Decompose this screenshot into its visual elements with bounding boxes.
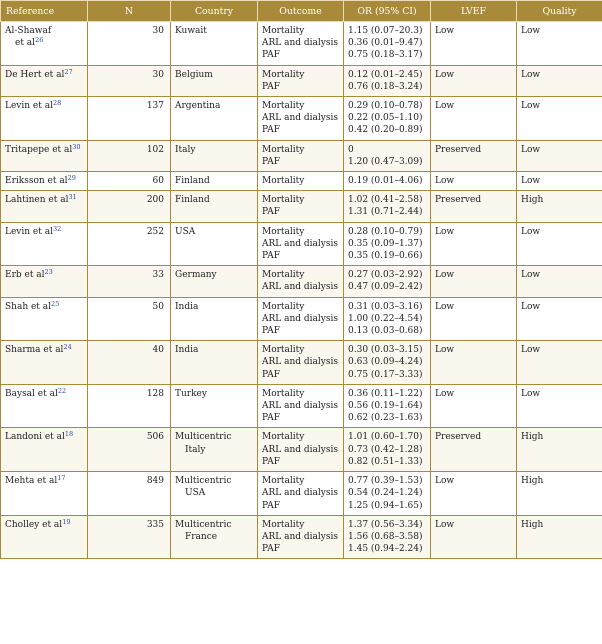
- header-or: OR (95% CI): [344, 1, 431, 22]
- cell-n: 128: [88, 384, 171, 428]
- cell-reference: [1, 172, 88, 191]
- cell-country-line: Belgium: [175, 69, 213, 80]
- cell-country-line: Italy: [185, 444, 206, 455]
- reference-text: [5, 226, 83, 238]
- table-row: [1, 140, 602, 171]
- cell-country: [171, 472, 258, 516]
- cell-n: 506: [88, 428, 171, 472]
- cell-or-line: 0.22 (0.05–1.10): [348, 113, 423, 124]
- cell-or: [344, 191, 431, 222]
- cell-or-line: 0.28 (0.10–0.79): [348, 226, 423, 237]
- cell-outcome: [258, 65, 344, 96]
- cell-outcome-line: Mortality: [262, 519, 305, 530]
- cell-or: [344, 22, 431, 66]
- cell-reference: [1, 266, 88, 297]
- cell-or: [344, 266, 431, 297]
- cell-or: [344, 222, 431, 266]
- cell-or-line: 0.76 (0.18–3.24): [348, 81, 423, 92]
- cell-lvef: Preserved: [431, 140, 517, 171]
- cell-lvef: Low: [431, 515, 517, 559]
- reference-name: Mehta et al: [5, 476, 58, 487]
- citation-number[interactable]: 17: [57, 474, 66, 483]
- reference-name: Shah et al: [5, 301, 52, 312]
- cell-or: [344, 341, 431, 385]
- reference-text: [5, 475, 83, 487]
- table-row: [1, 266, 602, 297]
- cell-outcome-line: ARL and dialysis: [262, 357, 338, 368]
- cell-country: [171, 97, 258, 141]
- table-row: [1, 22, 602, 66]
- cell-or-line: 1.45 (0.94–2.24): [348, 544, 423, 555]
- cell-outcome-line: Mortality: [262, 26, 305, 36]
- table-row: [1, 472, 602, 516]
- cell-lvef: Preserved: [431, 191, 517, 222]
- reference-text: [5, 388, 83, 400]
- cell-or-line: 0.54 (0.24–1.24): [348, 488, 423, 499]
- cell-outcome-line: Mortality: [262, 345, 305, 356]
- cell-outcome: [258, 384, 344, 428]
- cell-country: [171, 266, 258, 297]
- table-row: [1, 297, 602, 341]
- cell-outcome: [258, 341, 344, 385]
- cell-or: [344, 472, 431, 516]
- cell-outcome-line: Mortality: [262, 69, 305, 80]
- citation-number[interactable]: 25: [51, 299, 60, 308]
- cell-lvef: Low: [431, 384, 517, 428]
- cell-outcome-line: PAF: [262, 326, 280, 337]
- cell-quality: Low: [517, 384, 602, 428]
- citation-number[interactable]: 23: [44, 268, 53, 277]
- cell-or-line: 0.12 (0.01–2.45): [348, 69, 423, 80]
- reference-name: Baysal et al: [5, 388, 58, 399]
- cell-or-line: 0.30 (0.03–3.15): [348, 345, 423, 356]
- cell-country: [171, 140, 258, 171]
- cell-country: [171, 191, 258, 222]
- table-row: [1, 428, 602, 472]
- cell-country-line: Finland: [175, 176, 210, 187]
- reference-text: [5, 301, 83, 313]
- cell-reference: [1, 140, 88, 171]
- cell-reference: [1, 384, 88, 428]
- reference-text: [5, 144, 83, 156]
- cell-country: [171, 384, 258, 428]
- cell-outcome-line: PAF: [262, 207, 280, 218]
- cell-or-line: 0.56 (0.19–1.64): [348, 401, 423, 412]
- cell-n: 252: [88, 222, 171, 266]
- cell-outcome-line: Mortality: [262, 195, 305, 206]
- cell-quality: High: [517, 428, 602, 472]
- cell-or-line: 0.63 (0.09–4.24): [348, 357, 423, 368]
- reference-name: Landoni et al: [5, 432, 65, 443]
- cell-country-line: Finland: [175, 195, 210, 206]
- cell-quality: Low: [517, 341, 602, 385]
- reference-name: De Hert et al: [5, 69, 65, 80]
- cell-lvef: Low: [431, 266, 517, 297]
- cell-or-line: 0.27 (0.03–2.92): [348, 270, 423, 281]
- cell-country-line: USA: [185, 488, 206, 499]
- cell-outcome-line: ARL and dialysis: [262, 38, 338, 49]
- table-body: [1, 22, 602, 559]
- reference-name: Tritapepe et al: [5, 144, 73, 155]
- cell-lvef: Low: [431, 222, 517, 266]
- cell-country: [171, 65, 258, 96]
- cell-country-line: Germany: [175, 270, 217, 281]
- table-row: [1, 172, 602, 191]
- cell-outcome-line: Mortality: [262, 101, 305, 112]
- cell-quality: Low: [517, 22, 602, 66]
- table-row: [1, 65, 602, 96]
- cell-outcome-line: Mortality: [262, 301, 305, 312]
- cell-outcome-line: ARL and dialysis: [262, 238, 338, 249]
- cell-outcome-line: PAF: [262, 125, 280, 136]
- cell-or-line: 0: [348, 144, 354, 155]
- citation-number[interactable]: 24: [63, 343, 72, 352]
- cell-lvef: Low: [431, 341, 517, 385]
- citation-number[interactable]: 28: [52, 99, 62, 108]
- reference-text: [5, 175, 83, 187]
- cell-or-line: 1.01 (0.60–1.70): [348, 432, 423, 443]
- cell-or-line: 0.36 (0.01–9.47): [348, 38, 423, 49]
- cell-lvef: Low: [431, 472, 517, 516]
- cell-quality: Low: [517, 140, 602, 171]
- cell-outcome-line: PAF: [262, 369, 280, 380]
- cell-or-line: 0.47 (0.09–2.42): [348, 282, 423, 293]
- cell-outcome-line: Mortality: [262, 476, 305, 487]
- reference-name: Levin et al: [5, 226, 53, 237]
- cell-or: [344, 384, 431, 428]
- cell-reference: [1, 97, 88, 141]
- cell-reference: [1, 341, 88, 385]
- cell-or-line: 0.13 (0.03–0.68): [348, 326, 423, 337]
- cell-outcome-line: Mortality: [262, 144, 305, 155]
- reference-text: [5, 100, 83, 112]
- cell-country: [171, 172, 258, 191]
- cell-country-line: France: [185, 531, 218, 542]
- cell-country-line: India: [175, 345, 199, 356]
- citation-number[interactable]: 30: [72, 142, 81, 151]
- cell-quality: High: [517, 191, 602, 222]
- cell-or-line: 0.19 (0.01–4.06): [348, 176, 423, 187]
- reference-name: Sharma et al: [5, 345, 64, 356]
- cell-lvef: Low: [431, 297, 517, 341]
- cell-outcome-line: Mortality: [262, 388, 305, 399]
- cell-quality: Low: [517, 222, 602, 266]
- cell-country-line: Multicentric: [175, 432, 232, 443]
- cell-country: [171, 341, 258, 385]
- citation-number[interactable]: 22: [57, 386, 67, 395]
- table-row: [1, 384, 602, 428]
- cell-or-line: 1.56 (0.68–3.58): [348, 531, 423, 542]
- cell-country: [171, 297, 258, 341]
- cell-outcome-line: ARL and dialysis: [262, 401, 338, 412]
- reference-text: [5, 37, 83, 49]
- cell-outcome-line: ARL and dialysis: [262, 444, 338, 455]
- cell-n: 30: [88, 22, 171, 66]
- cell-reference: [1, 515, 88, 559]
- cell-n: 60: [88, 172, 171, 191]
- cell-country-line: Multicentric: [175, 476, 232, 487]
- cell-outcome: [258, 297, 344, 341]
- header-lvef: LVEF: [431, 1, 517, 22]
- cell-reference: [1, 191, 88, 222]
- cell-n: 102: [88, 140, 171, 171]
- reference-name: Erb et al: [5, 270, 45, 281]
- cell-n: 849: [88, 472, 171, 516]
- reference-text: [5, 69, 83, 81]
- cell-or-line: 1.15 (0.07–20.3): [348, 26, 423, 36]
- cell-country-line: Italy: [175, 144, 196, 155]
- reference-name: et al: [15, 38, 36, 49]
- cell-or-line: 0.36 (0.11–1.22): [348, 388, 423, 399]
- cell-country-line: India: [175, 301, 199, 312]
- cell-country: [171, 428, 258, 472]
- cell-or-line: 0.35 (0.19–0.66): [348, 251, 423, 262]
- header-reference: Reference: [1, 1, 88, 22]
- reference-name: Levin et al: [5, 101, 53, 112]
- cell-n: 30: [88, 65, 171, 96]
- citation-number[interactable]: 32: [52, 224, 62, 233]
- cell-or-line: 0.62 (0.23–1.63): [348, 413, 423, 424]
- cell-country-line: Turkey: [175, 388, 207, 399]
- table-row: [1, 191, 602, 222]
- cell-quality: Low: [517, 266, 602, 297]
- table-row: [1, 222, 602, 266]
- cell-n: 50: [88, 297, 171, 341]
- cell-n: 200: [88, 191, 171, 222]
- cell-or: [344, 97, 431, 141]
- cell-or-line: 1.20 (0.47–3.09): [348, 156, 423, 167]
- cell-outcome-line: PAF: [262, 50, 280, 61]
- cell-quality: Low: [517, 172, 602, 191]
- cell-outcome-line: ARL and dialysis: [262, 313, 338, 324]
- cell-outcome-line: Mortality: [262, 226, 305, 237]
- cell-or: [344, 172, 431, 191]
- cell-outcome: [258, 22, 344, 66]
- reference-text: [5, 431, 83, 443]
- reference-name: Eriksson et al: [5, 176, 68, 187]
- cell-outcome-line: PAF: [262, 156, 280, 167]
- cell-quality: High: [517, 472, 602, 516]
- cell-quality: Low: [517, 65, 602, 96]
- cell-outcome: [258, 472, 344, 516]
- cell-or: [344, 65, 431, 96]
- table-row: [1, 341, 602, 385]
- cell-reference: [1, 472, 88, 516]
- reference-text: [5, 269, 83, 281]
- cell-reference: [1, 297, 88, 341]
- cell-lvef: Low: [431, 172, 517, 191]
- cell-or-line: 0.73 (0.42–1.28): [348, 444, 423, 455]
- cell-or: [344, 140, 431, 171]
- cell-or-line: 0.42 (0.20–0.89): [348, 125, 423, 136]
- cell-or-line: 0.75 (0.17–3.33): [348, 369, 423, 380]
- citation-number[interactable]: 27: [64, 67, 73, 76]
- cell-lvef: Low: [431, 97, 517, 141]
- cell-outcome-line: PAF: [262, 251, 280, 262]
- citation-number[interactable]: 29: [67, 174, 76, 183]
- cell-country: [171, 515, 258, 559]
- cell-or-line: 0.29 (0.10–0.78): [348, 101, 423, 112]
- cell-outcome-line: Mortality: [262, 176, 305, 187]
- cell-quality: Low: [517, 97, 602, 141]
- cell-or-line: 1.02 (0.41–2.58): [348, 195, 423, 206]
- cell-quality: High: [517, 515, 602, 559]
- reference-text: [5, 519, 83, 531]
- cell-lvef: Preserved: [431, 428, 517, 472]
- cell-outcome: [258, 140, 344, 171]
- cell-lvef: Low: [431, 65, 517, 96]
- cell-n: 40: [88, 341, 171, 385]
- reference-text: [5, 344, 83, 356]
- cell-outcome-line: ARL and dialysis: [262, 488, 338, 499]
- cell-or-line: 1.25 (0.94–1.65): [348, 500, 423, 511]
- header-outcome: Outcome: [258, 1, 344, 22]
- cell-or: [344, 515, 431, 559]
- cell-or-line: 1.37 (0.56–3.34): [348, 519, 423, 530]
- cell-outcome-line: Mortality: [262, 270, 305, 281]
- cell-or: [344, 297, 431, 341]
- cell-quality: Low: [517, 297, 602, 341]
- cell-or-line: 1.31 (0.71–2.44): [348, 207, 423, 218]
- cell-reference: [1, 22, 88, 66]
- cell-outcome: [258, 428, 344, 472]
- cell-outcome-line: ARL and dialysis: [262, 113, 338, 124]
- cell-or-line: 1.00 (0.22–4.54): [348, 313, 423, 324]
- cell-n: 33: [88, 266, 171, 297]
- cell-or-line: 0.31 (0.03–3.16): [348, 301, 423, 312]
- citation-number[interactable]: 26: [35, 36, 44, 45]
- citation-number[interactable]: 18: [64, 430, 74, 439]
- cell-country-line: Multicentric: [175, 519, 232, 530]
- cell-country-line: Argentina: [175, 101, 221, 112]
- cell-outcome-line: ARL and dialysis: [262, 531, 338, 542]
- table-header: [1, 1, 602, 22]
- cell-or-line: 0.82 (0.51–1.33): [348, 456, 423, 467]
- cell-outcome-line: PAF: [262, 456, 280, 467]
- cell-outcome: [258, 515, 344, 559]
- cell-n: 137: [88, 97, 171, 141]
- reference-text: Al-Shawaf: [5, 26, 52, 36]
- cell-or: [344, 428, 431, 472]
- header-quality: Quality: [517, 1, 602, 22]
- cell-outcome: [258, 172, 344, 191]
- cell-outcome-line: PAF: [262, 413, 280, 424]
- reference-text: [5, 194, 83, 206]
- cell-outcome-line: ARL and dialysis: [262, 282, 338, 293]
- header-n: N: [88, 1, 171, 22]
- cell-country-line: Kuwait: [175, 26, 207, 36]
- reference-name: Lahtinen et al: [5, 195, 69, 206]
- cell-country: [171, 222, 258, 266]
- cell-country-line: USA: [175, 226, 196, 237]
- cell-outcome: [258, 191, 344, 222]
- cell-outcome: [258, 97, 344, 141]
- cell-reference: [1, 65, 88, 96]
- cell-reference: [1, 222, 88, 266]
- cell-or-line: 0.75 (0.18–3.17): [348, 50, 423, 61]
- cell-country: [171, 22, 258, 66]
- cell-outcome: [258, 266, 344, 297]
- cell-reference: [1, 428, 88, 472]
- reference-name: Cholley et al: [5, 519, 63, 530]
- table-row: [1, 515, 602, 559]
- header-country: Country: [171, 1, 258, 22]
- cell-lvef: Low: [431, 22, 517, 66]
- cell-outcome-line: Mortality: [262, 432, 305, 443]
- table-row: [1, 97, 602, 141]
- cell-outcome-line: PAF: [262, 81, 280, 92]
- cell-outcome-line: PAF: [262, 544, 280, 555]
- cell-outcome: [258, 222, 344, 266]
- citation-number[interactable]: 19: [62, 517, 71, 526]
- cell-or-line: 0.77 (0.39–1.53): [348, 476, 423, 487]
- cell-outcome-line: PAF: [262, 500, 280, 511]
- cell-or-line: 0.35 (0.09–1.37): [348, 238, 423, 249]
- cell-n: 335: [88, 515, 171, 559]
- citation-number[interactable]: 31: [68, 193, 77, 202]
